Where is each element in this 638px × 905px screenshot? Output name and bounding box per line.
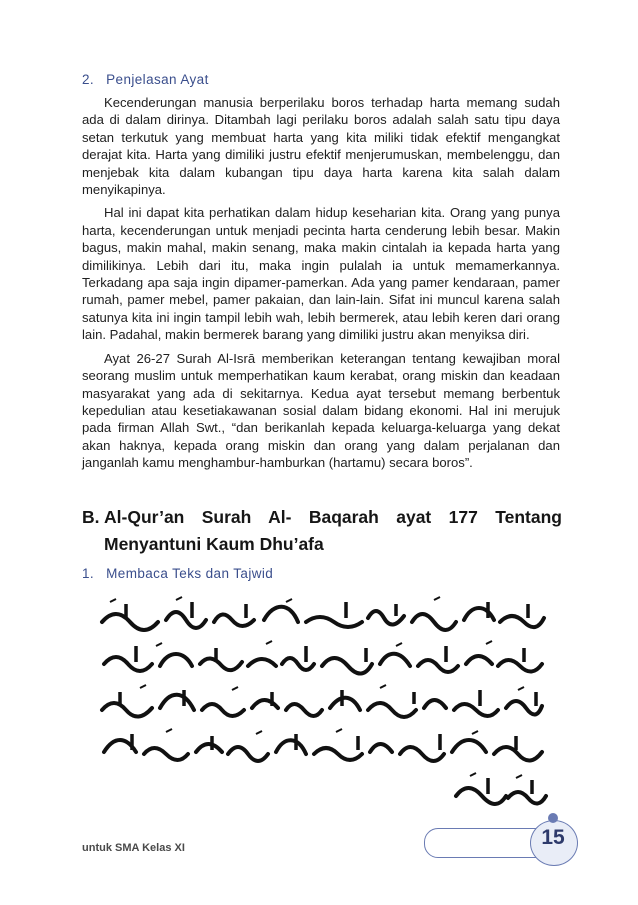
arabic-line-5 <box>96 772 550 808</box>
section-letter: B. <box>82 507 100 527</box>
page-number: 15 <box>541 826 565 849</box>
footer-label: untuk SMA Kelas XI <box>82 842 185 854</box>
arabic-line-1 <box>96 596 550 632</box>
subsection-title: Membaca Teks dan Tajwid <box>106 566 274 581</box>
section-b-title <box>82 504 562 558</box>
subsection-number: 1. <box>82 566 95 581</box>
subsection-title: Penjelasan Ayat <box>106 72 209 87</box>
subsection-heading-membaca <box>82 566 273 581</box>
arabic-line-4 <box>96 728 550 764</box>
subsection-number: 2. <box>82 72 95 87</box>
paragraph-1: Kecenderungan manusia berperilaku boros terhadap harta memang sudah ada di dalam dirinya. Ditambah lagi perilaku boros adalah salah satu tipu daya setan terkutuk yang membuat harta yang kita miliki tidak efektif mengangkat derajat kita. Harta yang dimiliki justru efektif menjerumuskan, membelenggu, dan menjebak kita dalam kubangan tipu daya harta karena kita salah dalam menyikapinya. <box>82 95 560 198</box>
paragraph-3: Ayat 26-27 Surah Al-Isrā memberikan keterangan tentang kewajiban moral seorang muslim untuk memperhatikan kaum kerabat, orang miskin dan keadaan masyarakat yang ada di sekitarnya. Kedua ayat tersebut memang berbentuk kepedulian atau kesetiakawanan sosial dalam bidang ekonomi. Hal ini merujuk pada firman Allah Swt., “dan berikanlah kepada keluarga-keluarga yang dekat akan haknya, kepada orang miskin dan orang yang dalam perjalanan dan janganlah kamu menghambur-hamburkan (hartamu) secara boros”. <box>82 350 560 471</box>
paragraph-2: Hal ini dapat kita perhatikan dalam hidup keseharian kita. Orang yang punya harta, kecenderungan untuk menjadi pecinta harta cenderung lebih besar. Makin bagus, makin mahal, makin senang, maka makin cintalah ia kepada harta yang dimilikinya. Lebih dari itu, maka ingin pulalah ia untuk memamerkannya. Terkadang apa saja ingin dipamer-pamerkan. Ada yang pamer kendaraan, pamer rumah, pamer mebel, pamer pakaian, dan lain-lain. Sifat ini muncul karena salah satunya kita ini ingin tampil lebih wah, lebih bermerek, atau lebih keren dari orang lain. Padahal, makin bermerek barang yang dimiliki justru akan menyiksa diri. <box>82 205 560 343</box>
body-text <box>82 94 560 478</box>
arabic-line-3 <box>96 684 550 720</box>
subsection-heading-penjelasan <box>82 72 209 87</box>
page-badge-dot <box>548 813 558 823</box>
section-title-text: Al-Qur’an Surah Al- Baqarah ayat 177 Tentang Menyantuni Kaum Dhu’afa <box>104 507 562 554</box>
arabic-verse-image <box>96 592 550 810</box>
arabic-line-2 <box>96 640 550 676</box>
